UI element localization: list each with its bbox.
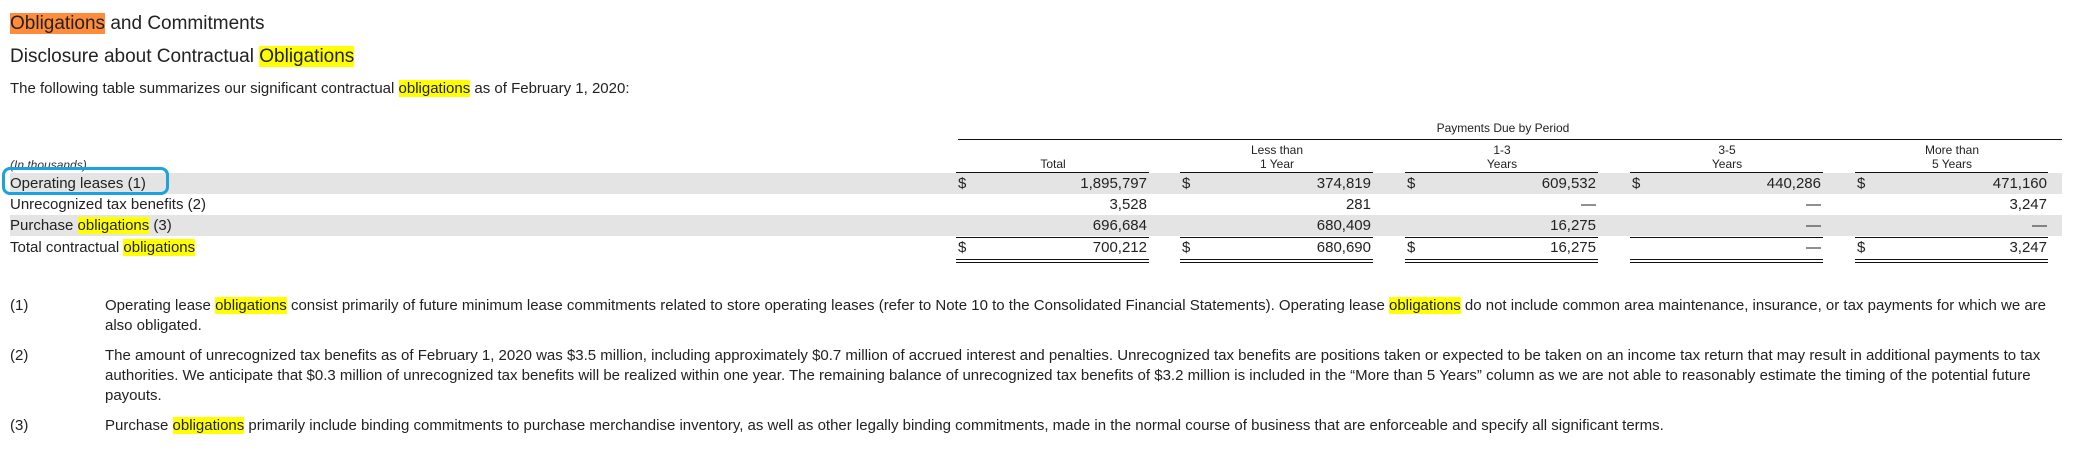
row-label: Purchase obligations (3) [10,217,172,234]
search-match: obligations [1388,297,1461,314]
search-match: obligations [215,297,287,314]
search-match: obligations [398,80,471,97]
total-double-rule [1855,259,2048,260]
table-row-purchase-obligations: Purchase obligations (3) 696,684 680,409 16,275 — — [10,215,2062,236]
column-header-3-5-years: 3-5 Years [1711,143,1743,171]
section-subheading: Disclosure about Contractual Obligations [10,46,355,67]
footnote-2: (2) The amount of unrecognized tax benefits as of February 1, 2020 was $3.5 million, including approximately $0.7 million of accrued interest and penalties. Unrecognized tax benefits are positions taken or expected to be taken on an income tax return that may result in additional payments to tax authorities. We anticipate that $0.3 million of unrecognized tax benefits will be realized within one year. The remaining balance of unrecognized tax benefits of $3.2 million is included in the “More than 5 Years” column as we are not able to reasonably estimate the timing of the potential future payouts. [10,347,2041,404]
total-double-rule [1405,259,1598,260]
column-header-less-than-1-year: Less than 1 Year [1250,143,1304,171]
search-match: obligations [172,417,245,434]
unit-label: (In thousands) [10,158,87,172]
footnote-1: (1) Operating lease obligations consist primarily of future minimum lease commitments related to store operating leases (refer to Note 10 to the Consolidated Financial Statements). Operating lease obligations do not include common area maintenance, insurance, or tax payments for which we are also obligated. [10,297,2047,334]
total-double-rule [1180,259,1373,260]
row-label: Total contractual obligations [10,239,196,256]
row-label: Operating leases (1) [10,175,146,192]
total-double-rule [1630,262,1823,263]
intro-paragraph: The following table summarizes our significant contractual obligations as of February 1, 2020: [10,80,630,97]
column-header-total: Total [1040,157,1066,171]
search-match: obligations [123,239,196,256]
column-header-more-than-5-years: More than 5 Years [1924,143,1980,171]
column-header-1-3-years: 1-3 Years [1486,143,1518,171]
total-double-rule [1855,262,2048,263]
section-heading: Obligations and Commitments [10,13,265,34]
total-double-rule [956,262,1149,263]
row-label: Unrecognized tax benefits (2) [10,196,206,213]
focus-annotation-box [2,167,169,195]
period-header: Payments Due by Period [1436,121,1570,135]
search-match: obligations [77,217,150,234]
total-double-rule [1405,262,1598,263]
table-row-operating-leases: Operating leases (1) $ 1,895,797 $ 374,819 $ 609,532 $ 440,286 $ 471,160 [10,173,2062,194]
total-double-rule [1180,262,1373,263]
footnote-3: (3) Purchase obligations primarily include binding commitments to purchase merchandise inventory, as well as other legally binding commitments, made in the normal course of business that are enforceable and specify all significant terms. [10,417,1664,434]
table-row-unrecognized-tax-benefits: Unrecognized tax benefits (2) 3,528 281 — — 3,247 [10,196,2047,213]
search-match: Obligations [259,46,355,67]
total-double-rule [956,259,1149,260]
total-double-rule [1630,259,1823,260]
footnotes [10,296,2065,446]
table-row-total: Total contractual obligations $ 700,212 $ 680,690 $ 16,275 — $ 3,247 [10,239,2047,256]
current-search-match: Obligations [10,13,106,34]
header-rule [958,139,2062,140]
